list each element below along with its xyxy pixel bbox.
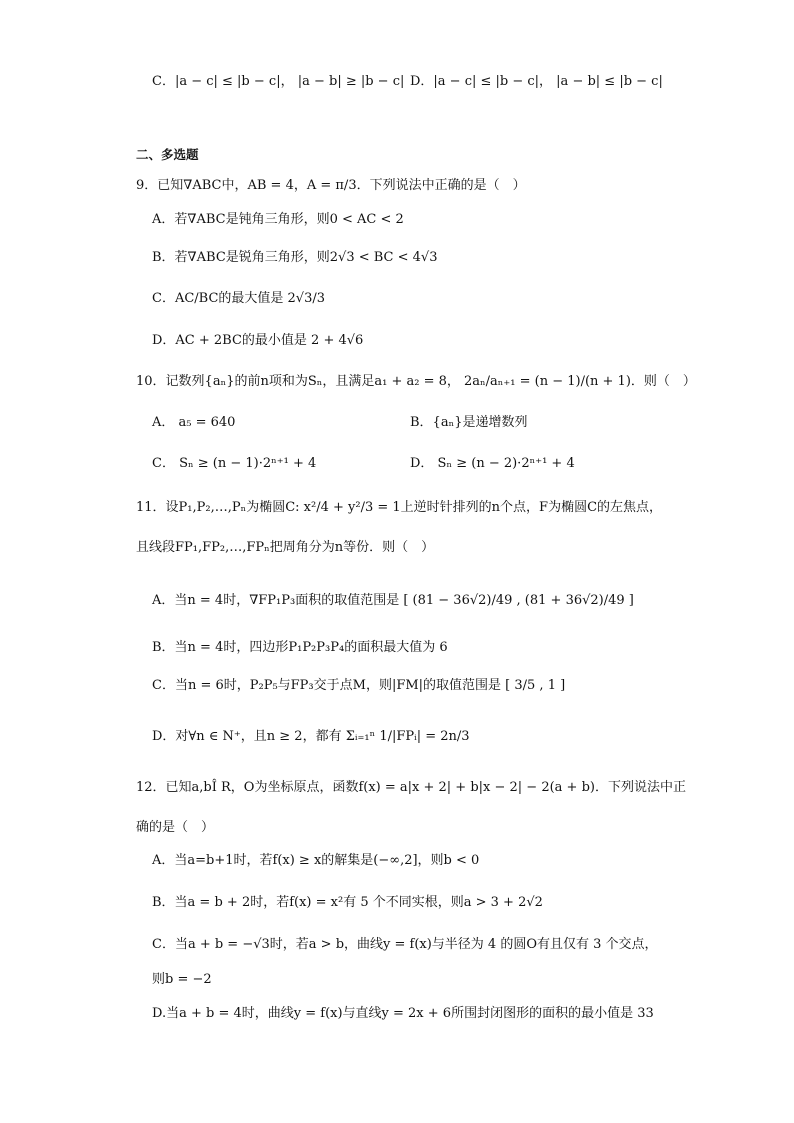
q12-stem-line1: 12．已知a,bÎ R，O为坐标原点，函数f(x) = a|x + 2| + b|x − 2| − 2(a + b)．下列说法中正 [136,780,686,795]
q12-option-b: B．当a = b + 2时，若f(x) = x²有 5 个不同实根，则a > 3 + 2√2 [152,895,543,910]
q10-option-b: B．{aₙ}是递增数列 [410,415,528,430]
q10-option-c: C． Sₙ ≥ (n − 1)·2ⁿ⁺¹ + 4 [152,456,317,471]
q11-option-c: C．当n = 6时，P₂P₅与FP₃交于点M，则|FM|的取值范围是 [ 3/5 , 1 ] [152,678,566,693]
prev-option-c: C．|a − c| ≤ |b − c|， |a − b| ≥ |b − c| [152,74,405,89]
q12-option-d: D.当a + b = 4时，曲线y = f(x)与直线y = 2x + 6所围封闭图形的面积的最小值是 33 [152,1006,654,1021]
q9-option-b: B．若∇ABC是锐角三角形，则2√3 < BC < 4√3 [152,250,438,265]
q12-stem-line2: 确的是（ ） [136,820,215,835]
section-title: 二、多选题 [136,147,199,162]
q12-option-a: A．当a=b+1时，若f(x) ≥ x的解集是(−∞,2]，则b < 0 [152,853,480,868]
q12-option-c: C．当a + b = −√3时，若a > b，曲线y = f(x)与半径为 4 的圆O有且仅有 3 个交点， [152,937,658,952]
q12-option-c-cont: 则b = −2 [152,972,212,987]
q10-option-a: A． a₅ = 640 [152,415,236,430]
q9-option-a: A．若∇ABC是钝角三角形，则0 < AC < 2 [152,212,404,227]
q9-stem: 9．已知∇ABC中，AB = 4，A = π/3．下列说法中正确的是（ ） [136,178,526,193]
q11-stem-line1: 11．设P₁,P₂,…,Pₙ为椭圆C: x²/4 + y²/3 = 1上逆时针排列的n个点，F为椭圆C的左焦点， [136,500,663,515]
q10-stem: 10．记数列{aₙ}的前n项和为Sₙ，且满足a₁ + a₂ = 8， 2aₙ/aₙ₊₁ = (n − 1)/(n + 1)．则（ ） [136,374,696,389]
prev-option-d: D．|a − c| ≤ |b − c|， |a − b| ≤ |b − c| [410,74,663,89]
q11-option-d: D．对∀n ∈ N⁺，且n ≥ 2，都有 Σᵢ₌₁ⁿ 1/|FPᵢ| = 2n/3 [152,729,470,744]
q9-option-d: D．AC + 2BC的最小值是 2 + 4√6 [152,333,364,348]
q10-option-d: D． Sₙ ≥ (n − 2)·2ⁿ⁺¹ + 4 [410,456,575,471]
q9-option-c: C．AC/BC的最大值是 2√3/3 [152,291,326,306]
q11-option-a: A．当n = 4时，∇FP₁P₃面积的取值范围是 [ (81 − 36√2)/49 , (81 + 36√2)/49 ] [152,593,634,608]
q11-option-b: B．当n = 4时，四边形P₁P₂P₃P₄的面积最大值为 6 [152,640,448,655]
q11-stem-line2: 且线段FP₁,FP₂,…,FPₙ把周角分为n等份．则（ ） [136,540,435,555]
